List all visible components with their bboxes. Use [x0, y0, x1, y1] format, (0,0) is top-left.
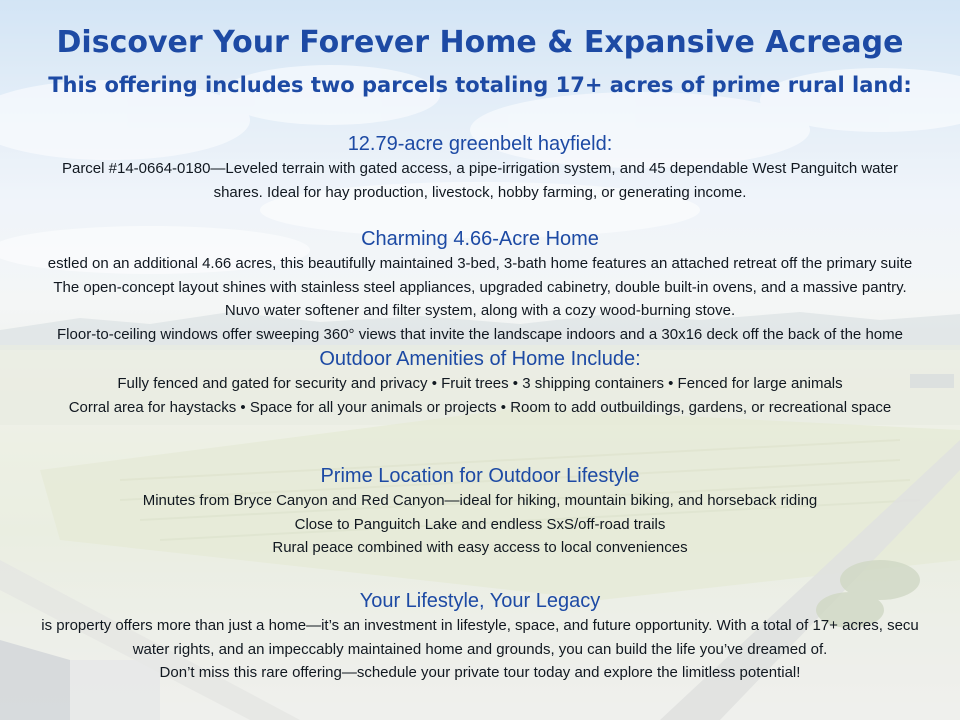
page-subtitle: This offering includes two parcels totaling 17+ acres of prime rural land: — [48, 73, 912, 97]
section-legacy — [0, 588, 960, 685]
section-heading: 12.79-acre greenbelt hayfield: — [347, 133, 613, 155]
section-line: Corral area for haystacks • Space for all your animals or projects • Room to add outbuildings, gardens, or recreational space — [68, 398, 892, 416]
section-line: Don’t miss this rare offering—schedule your private tour today and explore the limitless potential! — [159, 664, 801, 681]
section-line: Close to Panguitch Lake and endless SxS/off-road trails — [294, 515, 666, 533]
section-outdoor-amenities — [0, 346, 960, 419]
section-line: Fully fenced and gated for security and privacy • Fruit trees • 3 shipping containers • Fenced for large animals — [117, 375, 843, 392]
section-line: Parcel #14-0664-0180—Leveled terrain with gated access, a pipe-irrigation system, and 45 dependable West Panguitch water — [61, 160, 899, 177]
section-hayfield — [0, 131, 960, 204]
section-line: Minutes from Bryce Canyon and Red Canyon—ideal for hiking, mountain biking, and horseback riding — [142, 492, 818, 509]
section-line: shares. Ideal for hay production, livestock, hobby farming, or generating income. — [213, 183, 747, 201]
section-line: estled on an additional 4.66 acres, this beautifully maintained 3-bed, 3-bath home features an attached retreat off the primary suite — [47, 255, 913, 272]
section-line: water rights, and an impeccably maintained home and grounds, you can build the life you’ve dreamed of. — [132, 640, 828, 658]
section-line: Floor-to-ceiling windows offer sweeping 360° views that invite the landscape indoors and a 30x16 deck off the back of the home — [57, 325, 903, 343]
section-home — [0, 226, 960, 346]
section-heading: Prime Location for Outdoor Lifestyle — [320, 465, 640, 487]
section-line: is property offers more than just a home—it’s an investment in lifestyle, space, and future opportunity. With a total of 17+ acres, secu — [41, 617, 919, 634]
section-location — [0, 463, 960, 560]
section-heading: Your Lifestyle, Your Legacy — [359, 590, 601, 612]
page-title: Discover Your Forever Home & Expansive Acreage — [56, 25, 904, 60]
section-line: Rural peace combined with easy access to local conveniences — [272, 539, 688, 556]
section-line: The open-concept layout shines with stainless steel appliances, upgraded cabinetry, double built-in ovens, and a massive pantry. — [53, 278, 907, 296]
section-heading: Outdoor Amenities of Home Include: — [319, 348, 641, 370]
section-heading: Charming 4.66-Acre Home — [361, 228, 599, 250]
section-line: Nuvo water softener and filter system, along with a cozy wood-burning stove. — [224, 302, 736, 319]
